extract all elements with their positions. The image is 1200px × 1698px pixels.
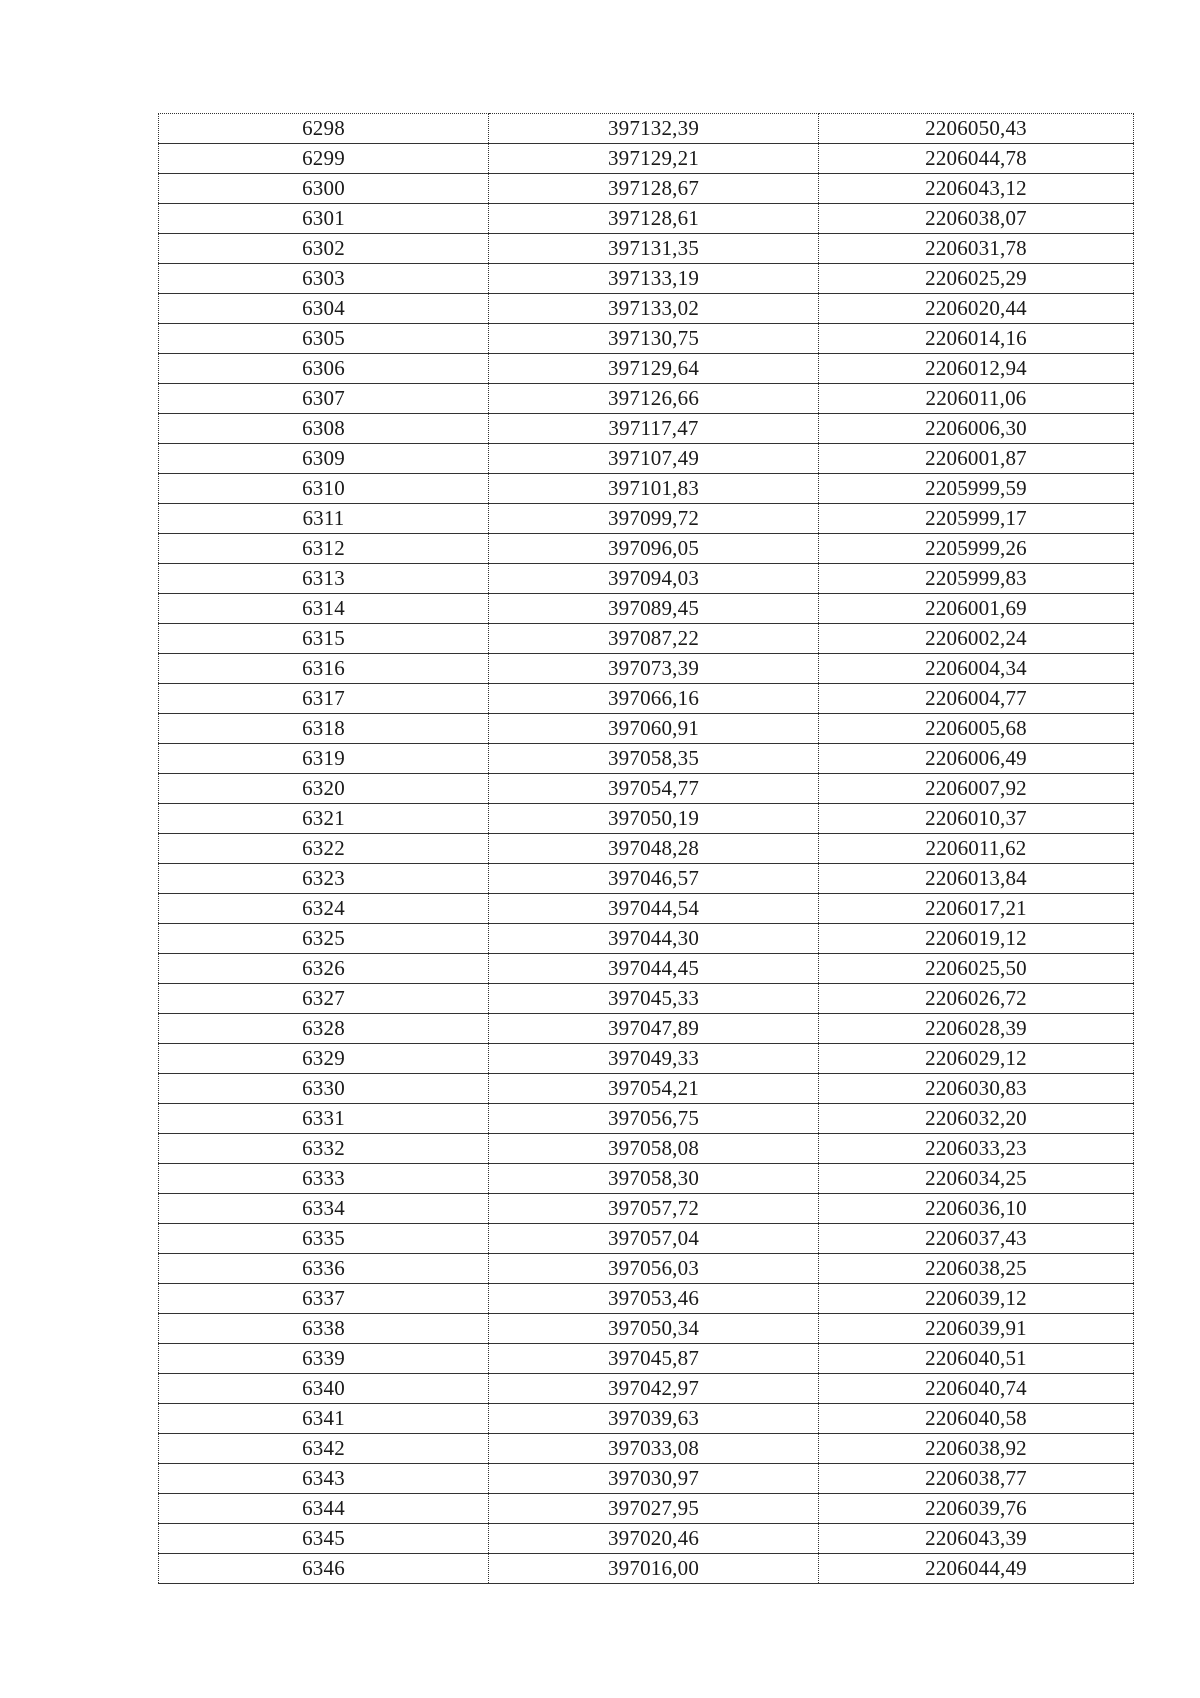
table-row <box>159 1134 1134 1164</box>
point-number-cell: 6320 <box>159 774 489 804</box>
table-row <box>159 384 1134 414</box>
table-row <box>159 444 1134 474</box>
point-number-cell: 6335 <box>159 1224 489 1254</box>
point-number-cell: 6318 <box>159 714 489 744</box>
x-coordinate-cell: 397057,72 <box>489 1194 819 1224</box>
y-coordinate-cell: 2206004,77 <box>819 684 1134 714</box>
point-number-cell: 6345 <box>159 1524 489 1554</box>
x-coordinate-cell: 397096,05 <box>489 534 819 564</box>
x-coordinate-cell: 397058,30 <box>489 1164 819 1194</box>
y-coordinate-cell: 2206020,44 <box>819 294 1134 324</box>
table-row <box>159 1254 1134 1284</box>
point-number-cell: 6308 <box>159 414 489 444</box>
x-coordinate-cell: 397058,35 <box>489 744 819 774</box>
x-coordinate-cell: 397045,87 <box>489 1344 819 1374</box>
x-coordinate-cell: 397129,64 <box>489 354 819 384</box>
table-row <box>159 174 1134 204</box>
x-coordinate-cell: 397128,67 <box>489 174 819 204</box>
point-number-cell: 6329 <box>159 1044 489 1074</box>
point-number-cell: 6321 <box>159 804 489 834</box>
point-number-cell: 6330 <box>159 1074 489 1104</box>
x-coordinate-cell: 397089,45 <box>489 594 819 624</box>
point-number-cell: 6324 <box>159 894 489 924</box>
table-row <box>159 204 1134 234</box>
y-coordinate-cell: 2206026,72 <box>819 984 1134 1014</box>
x-coordinate-cell: 397044,30 <box>489 924 819 954</box>
x-coordinate-cell: 397126,66 <box>489 384 819 414</box>
table-row <box>159 1344 1134 1374</box>
point-number-cell: 6307 <box>159 384 489 414</box>
x-coordinate-cell: 397129,21 <box>489 144 819 174</box>
x-coordinate-cell: 397016,00 <box>489 1554 819 1584</box>
table-row <box>159 1464 1134 1494</box>
point-number-cell: 6333 <box>159 1164 489 1194</box>
y-coordinate-cell: 2206011,62 <box>819 834 1134 864</box>
table-row <box>159 864 1134 894</box>
point-number-cell: 6315 <box>159 624 489 654</box>
point-number-cell: 6342 <box>159 1434 489 1464</box>
x-coordinate-cell: 397049,33 <box>489 1044 819 1074</box>
point-number-cell: 6326 <box>159 954 489 984</box>
point-number-cell: 6305 <box>159 324 489 354</box>
table-row <box>159 954 1134 984</box>
table-row <box>159 804 1134 834</box>
x-coordinate-cell: 397046,57 <box>489 864 819 894</box>
y-coordinate-cell: 2206014,16 <box>819 324 1134 354</box>
point-number-cell: 6309 <box>159 444 489 474</box>
point-number-cell: 6343 <box>159 1464 489 1494</box>
x-coordinate-cell: 397060,91 <box>489 714 819 744</box>
point-number-cell: 6323 <box>159 864 489 894</box>
point-number-cell: 6346 <box>159 1554 489 1584</box>
y-coordinate-cell: 2206039,76 <box>819 1494 1134 1524</box>
table-row <box>159 564 1134 594</box>
x-coordinate-cell: 397042,97 <box>489 1374 819 1404</box>
point-number-cell: 6319 <box>159 744 489 774</box>
x-coordinate-cell: 397054,21 <box>489 1074 819 1104</box>
y-coordinate-cell: 2206025,29 <box>819 264 1134 294</box>
y-coordinate-cell: 2205999,83 <box>819 564 1134 594</box>
point-number-cell: 6299 <box>159 144 489 174</box>
x-coordinate-cell: 397044,45 <box>489 954 819 984</box>
y-coordinate-cell: 2206044,78 <box>819 144 1134 174</box>
x-coordinate-cell: 397066,16 <box>489 684 819 714</box>
y-coordinate-cell: 2206038,25 <box>819 1254 1134 1284</box>
y-coordinate-cell: 2206038,07 <box>819 204 1134 234</box>
y-coordinate-cell: 2206030,83 <box>819 1074 1134 1104</box>
x-coordinate-cell: 397050,34 <box>489 1314 819 1344</box>
x-coordinate-cell: 397128,61 <box>489 204 819 234</box>
y-coordinate-cell: 2205999,17 <box>819 504 1134 534</box>
y-coordinate-cell: 2206033,23 <box>819 1134 1134 1164</box>
point-number-cell: 6332 <box>159 1134 489 1164</box>
table-row <box>159 1404 1134 1434</box>
table-row <box>159 654 1134 684</box>
coordinates-table-body <box>159 114 1134 1584</box>
y-coordinate-cell: 2206034,25 <box>819 1164 1134 1194</box>
x-coordinate-cell: 397053,46 <box>489 1284 819 1314</box>
y-coordinate-cell: 2206006,49 <box>819 744 1134 774</box>
y-coordinate-cell: 2206050,43 <box>819 114 1134 144</box>
y-coordinate-cell: 2206012,94 <box>819 354 1134 384</box>
x-coordinate-cell: 397107,49 <box>489 444 819 474</box>
point-number-cell: 6325 <box>159 924 489 954</box>
x-coordinate-cell: 397133,02 <box>489 294 819 324</box>
table-row <box>159 1224 1134 1254</box>
y-coordinate-cell: 2206031,78 <box>819 234 1134 264</box>
point-number-cell: 6314 <box>159 594 489 624</box>
table-row <box>159 1164 1134 1194</box>
x-coordinate-cell: 397132,39 <box>489 114 819 144</box>
table-row <box>159 594 1134 624</box>
table-row <box>159 744 1134 774</box>
table-row <box>159 144 1134 174</box>
point-number-cell: 6311 <box>159 504 489 534</box>
point-number-cell: 6340 <box>159 1374 489 1404</box>
y-coordinate-cell: 2206001,87 <box>819 444 1134 474</box>
point-number-cell: 6316 <box>159 654 489 684</box>
table-row <box>159 354 1134 384</box>
point-number-cell: 6301 <box>159 204 489 234</box>
y-coordinate-cell: 2206006,30 <box>819 414 1134 444</box>
point-number-cell: 6300 <box>159 174 489 204</box>
x-coordinate-cell: 397033,08 <box>489 1434 819 1464</box>
y-coordinate-cell: 2206005,68 <box>819 714 1134 744</box>
x-coordinate-cell: 397048,28 <box>489 834 819 864</box>
y-coordinate-cell: 2206039,91 <box>819 1314 1134 1344</box>
x-coordinate-cell: 397073,39 <box>489 654 819 684</box>
y-coordinate-cell: 2206025,50 <box>819 954 1134 984</box>
y-coordinate-cell: 2206038,92 <box>819 1434 1134 1464</box>
y-coordinate-cell: 2206043,12 <box>819 174 1134 204</box>
y-coordinate-cell: 2206043,39 <box>819 1524 1134 1554</box>
point-number-cell: 6322 <box>159 834 489 864</box>
table-row <box>159 474 1134 504</box>
x-coordinate-cell: 397101,83 <box>489 474 819 504</box>
x-coordinate-cell: 397056,75 <box>489 1104 819 1134</box>
x-coordinate-cell: 397058,08 <box>489 1134 819 1164</box>
x-coordinate-cell: 397117,47 <box>489 414 819 444</box>
table-row <box>159 894 1134 924</box>
table-row <box>159 984 1134 1014</box>
y-coordinate-cell: 2206028,39 <box>819 1014 1134 1044</box>
table-row <box>159 1374 1134 1404</box>
table-row <box>159 624 1134 654</box>
y-coordinate-cell: 2206004,34 <box>819 654 1134 684</box>
y-coordinate-cell: 2206029,12 <box>819 1044 1134 1074</box>
y-coordinate-cell: 2206040,58 <box>819 1404 1134 1434</box>
table-row <box>159 1194 1134 1224</box>
y-coordinate-cell: 2206017,21 <box>819 894 1134 924</box>
x-coordinate-cell: 397054,77 <box>489 774 819 804</box>
coordinates-table <box>158 113 1134 1584</box>
table-row <box>159 1524 1134 1554</box>
point-number-cell: 6298 <box>159 114 489 144</box>
table-row <box>159 1434 1134 1464</box>
table-row <box>159 1284 1134 1314</box>
x-coordinate-cell: 397099,72 <box>489 504 819 534</box>
table-row <box>159 234 1134 264</box>
x-coordinate-cell: 397133,19 <box>489 264 819 294</box>
x-coordinate-cell: 397131,35 <box>489 234 819 264</box>
y-coordinate-cell: 2205999,59 <box>819 474 1134 504</box>
point-number-cell: 6331 <box>159 1104 489 1134</box>
table-row <box>159 1044 1134 1074</box>
point-number-cell: 6337 <box>159 1284 489 1314</box>
y-coordinate-cell: 2206039,12 <box>819 1284 1134 1314</box>
table-row <box>159 324 1134 354</box>
point-number-cell: 6312 <box>159 534 489 564</box>
point-number-cell: 6336 <box>159 1254 489 1284</box>
point-number-cell: 6334 <box>159 1194 489 1224</box>
point-number-cell: 6304 <box>159 294 489 324</box>
point-number-cell: 6317 <box>159 684 489 714</box>
x-coordinate-cell: 397056,03 <box>489 1254 819 1284</box>
table-row <box>159 294 1134 324</box>
point-number-cell: 6327 <box>159 984 489 1014</box>
x-coordinate-cell: 397130,75 <box>489 324 819 354</box>
table-row <box>159 1014 1134 1044</box>
table-row <box>159 714 1134 744</box>
table-row <box>159 1104 1134 1134</box>
table-row <box>159 1494 1134 1524</box>
point-number-cell: 6313 <box>159 564 489 594</box>
table-row <box>159 534 1134 564</box>
x-coordinate-cell: 397027,95 <box>489 1494 819 1524</box>
point-number-cell: 6306 <box>159 354 489 384</box>
y-coordinate-cell: 2205999,26 <box>819 534 1134 564</box>
table-row <box>159 504 1134 534</box>
table-row <box>159 264 1134 294</box>
x-coordinate-cell: 397044,54 <box>489 894 819 924</box>
table-row <box>159 1074 1134 1104</box>
table-row <box>159 684 1134 714</box>
table-row <box>159 924 1134 954</box>
y-coordinate-cell: 2206040,74 <box>819 1374 1134 1404</box>
x-coordinate-cell: 397047,89 <box>489 1014 819 1044</box>
y-coordinate-cell: 2206036,10 <box>819 1194 1134 1224</box>
point-number-cell: 6303 <box>159 264 489 294</box>
table-row <box>159 774 1134 804</box>
y-coordinate-cell: 2206013,84 <box>819 864 1134 894</box>
y-coordinate-cell: 2206007,92 <box>819 774 1134 804</box>
y-coordinate-cell: 2206001,69 <box>819 594 1134 624</box>
x-coordinate-cell: 397094,03 <box>489 564 819 594</box>
x-coordinate-cell: 397030,97 <box>489 1464 819 1494</box>
point-number-cell: 6341 <box>159 1404 489 1434</box>
point-number-cell: 6338 <box>159 1314 489 1344</box>
x-coordinate-cell: 397050,19 <box>489 804 819 834</box>
y-coordinate-cell: 2206044,49 <box>819 1554 1134 1584</box>
point-number-cell: 6344 <box>159 1494 489 1524</box>
point-number-cell: 6310 <box>159 474 489 504</box>
x-coordinate-cell: 397039,63 <box>489 1404 819 1434</box>
y-coordinate-cell: 2206011,06 <box>819 384 1134 414</box>
y-coordinate-cell: 2206010,37 <box>819 804 1134 834</box>
point-number-cell: 6328 <box>159 1014 489 1044</box>
y-coordinate-cell: 2206032,20 <box>819 1104 1134 1134</box>
table-row <box>159 414 1134 444</box>
y-coordinate-cell: 2206002,24 <box>819 624 1134 654</box>
y-coordinate-cell: 2206040,51 <box>819 1344 1134 1374</box>
point-number-cell: 6339 <box>159 1344 489 1374</box>
table-row <box>159 1554 1134 1584</box>
x-coordinate-cell: 397087,22 <box>489 624 819 654</box>
table-row <box>159 1314 1134 1344</box>
y-coordinate-cell: 2206019,12 <box>819 924 1134 954</box>
x-coordinate-cell: 397045,33 <box>489 984 819 1014</box>
x-coordinate-cell: 397057,04 <box>489 1224 819 1254</box>
y-coordinate-cell: 2206037,43 <box>819 1224 1134 1254</box>
x-coordinate-cell: 397020,46 <box>489 1524 819 1554</box>
table-row <box>159 114 1134 144</box>
y-coordinate-cell: 2206038,77 <box>819 1464 1134 1494</box>
table-row <box>159 834 1134 864</box>
point-number-cell: 6302 <box>159 234 489 264</box>
